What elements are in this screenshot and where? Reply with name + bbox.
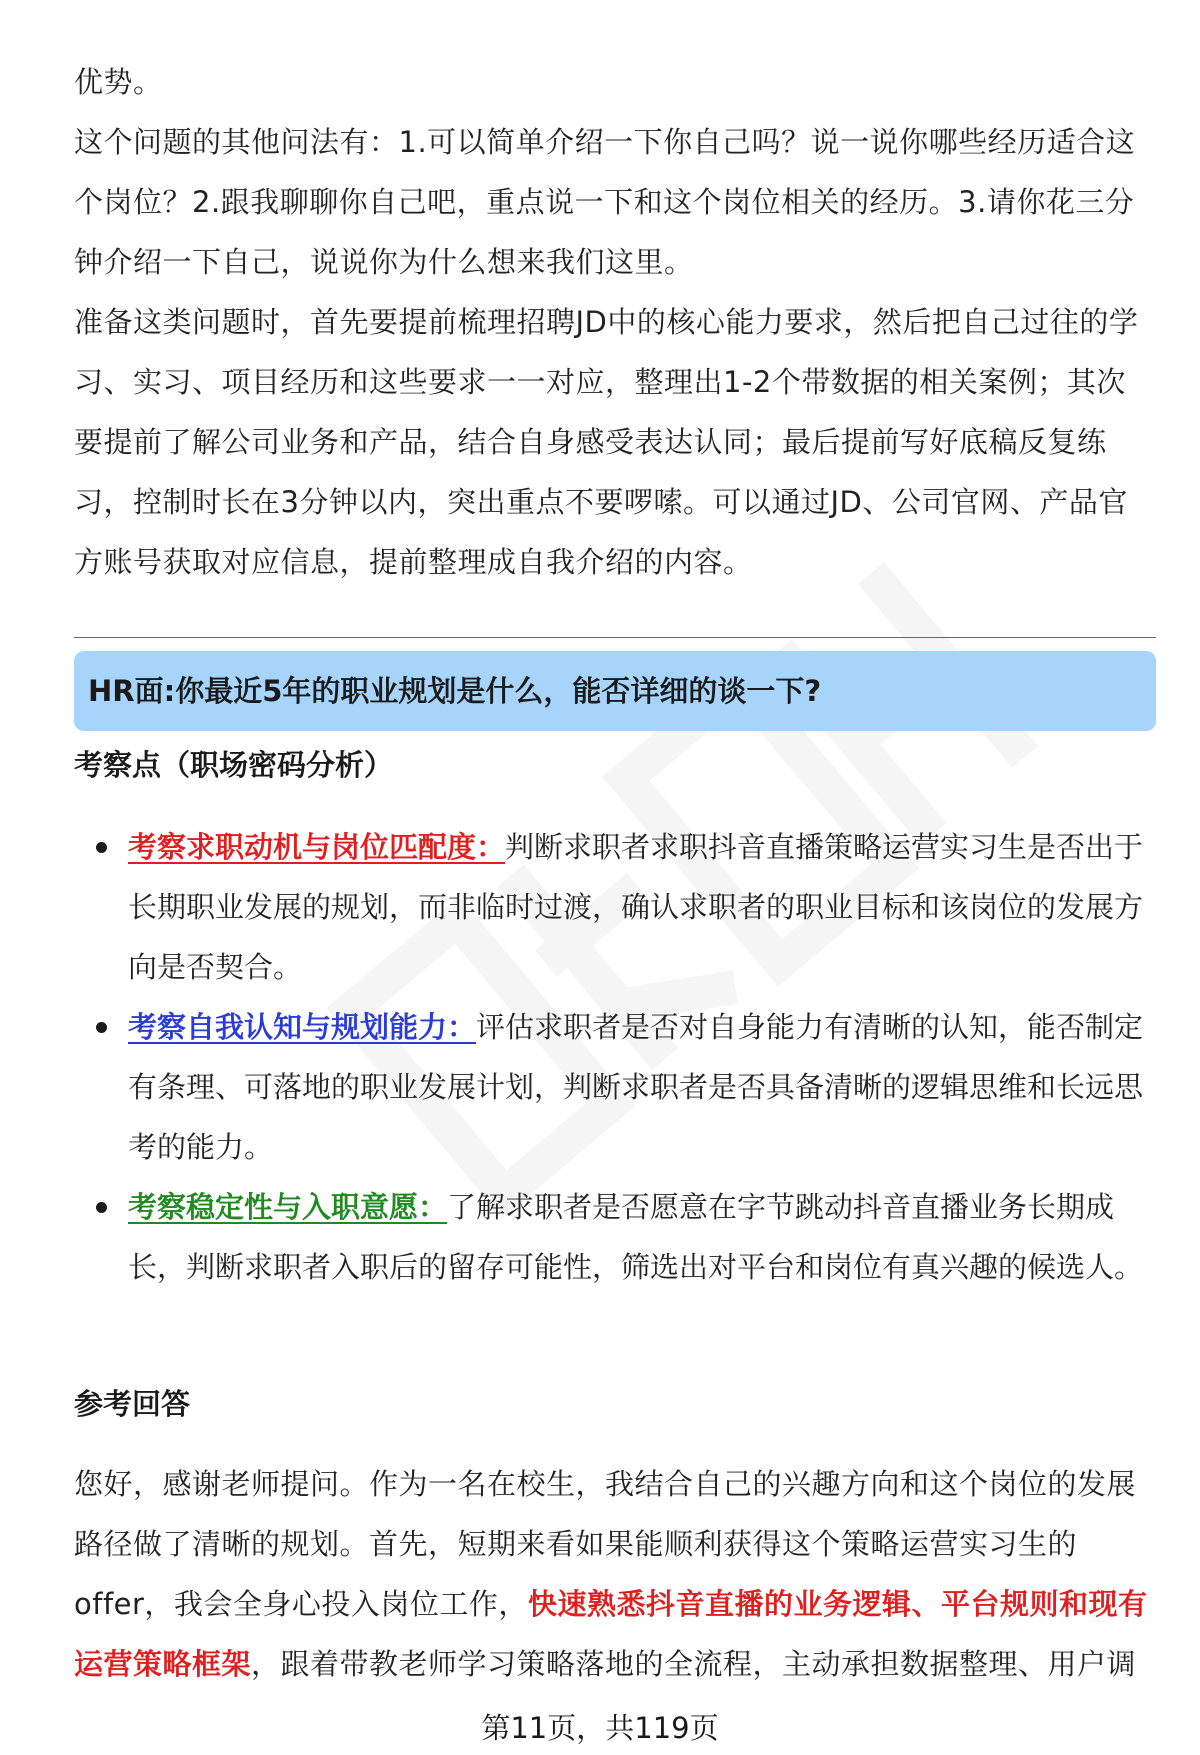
list-item xyxy=(74,1177,1156,1297)
section-divider xyxy=(74,637,1156,638)
analysis-item-text: 了解求职者是否愿意在字节跳动抖音直播业务长期成长，判断求职者入职后的留存可能性，筛选出对平台和岗位有真兴趣的候选人。 xyxy=(128,1190,1144,1284)
intro-line: 优势。 xyxy=(74,65,163,99)
analysis-heading: 考察点（职场密码分析） xyxy=(74,748,394,782)
analysis-item-text: 判断求职者求职抖音直播策略运营实习生是否出于长期职业发展的规划，而非临时过渡，确认求职者的职业目标和该岗位的发展方向是否契合。 xyxy=(128,830,1144,984)
answer-text-part1: 您好，感谢老师提问。作为一名在校生，我结合自己的兴趣方向和这个岗位的发展路径做了清晰的规划。首先，短期来看如果能顺利获得这个策略运营实习生的offer，我会全身心投入岗位工作， xyxy=(74,1467,1137,1621)
list-item xyxy=(74,817,1156,997)
intro-paragraph-alternate-questions: 这个问题的其他问法有：1.可以简单介绍一下你自己吗？说一说你哪些经历适合这个岗位？2.跟我聊聊你自己吧，重点说一下和这个岗位相关的经历。3.请你花三分钟介绍一下自己，说说你为什么想来我们这里。 xyxy=(74,125,1136,279)
answer-text-part2: ，跟着带教老师学习策略落地的全流程，主动承担数据整理、用户调 xyxy=(251,1647,1137,1681)
bullet-dot-icon xyxy=(96,1202,107,1213)
intro-section xyxy=(74,52,1154,592)
intro-paragraph-preparation: 准备这类问题时，首先要提前梳理招聘JD中的核心能力要求，然后把自己过往的学习、实习、项目经历和这些要求一一对应，整理出1-2个带数据的相关案例；其次要提前了解公司业务和产品，结合自身感受表达认同；最后提前写好底稿反复练习，控制时长在3分钟以内，突出重点不要啰嗦。可以通过JD、公司官网、产品官方账号获取对应信息，提前整理成自我介绍的内容。 xyxy=(74,305,1139,579)
question-banner xyxy=(74,651,1156,731)
list-item xyxy=(74,997,1156,1177)
analysis-item-text: 评估求职者是否对自身能力有清晰的认知，能否制定有条理、可落地的职业发展计划，判断求职者是否具备清晰的逻辑思维和长远思考的能力。 xyxy=(128,1010,1144,1164)
page-number: 第11页，共119页 xyxy=(481,1711,719,1745)
reference-heading: 参考回答 xyxy=(74,1387,191,1421)
bullet-dot-icon xyxy=(96,1022,107,1033)
analysis-item-title: 考察自我认知与规划能力： xyxy=(128,1010,477,1044)
analysis-list xyxy=(74,817,1156,1297)
analysis-item-title: 考察稳定性与入职意愿： xyxy=(128,1190,448,1224)
question-title: HR面:你最近5年的职业规划是什么，能否详细的谈一下? xyxy=(88,674,822,708)
bullet-dot-icon xyxy=(96,842,107,853)
reference-answer-paragraph xyxy=(74,1454,1156,1694)
analysis-item-title: 考察求职动机与岗位匹配度： xyxy=(128,830,506,864)
reference-answer xyxy=(74,1454,1156,1694)
answer-highlight: 快速熟悉抖音直播的业务逻辑、平台规则和现有运营策略框架 xyxy=(74,1587,1148,1681)
